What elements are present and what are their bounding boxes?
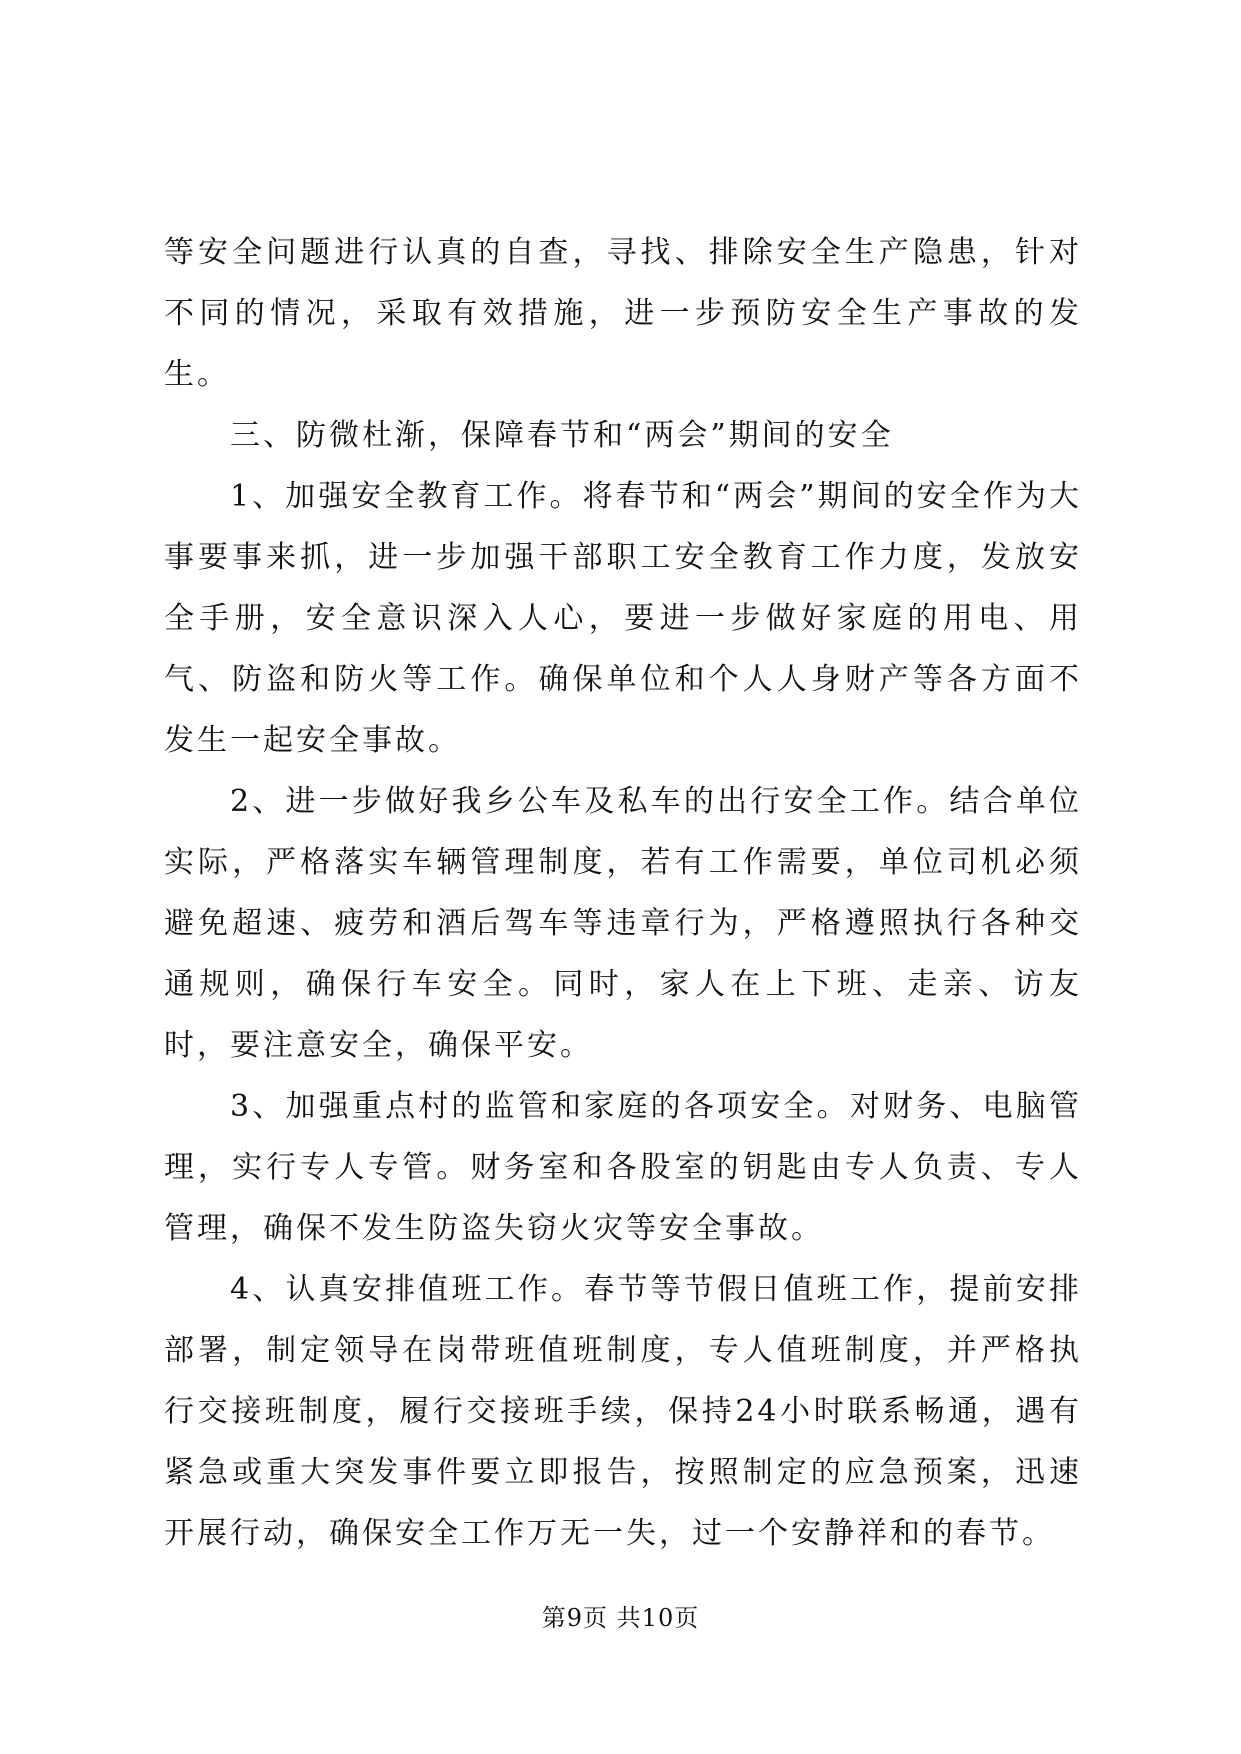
section-heading: 三、防微杜渐，保障春节和“两会”期间的安全	[230, 418, 894, 453]
document-body	[164, 222, 1082, 1564]
paragraph-item-2: 2、进一步做好我乡公车及私车的出行安全工作。结合单位实际，严格落实车辆管理制度，若有工作需要，单位司机必须避免超速、疲劳和酒后驾车等违章行为，严格遵照执行各种交通规则，确保行车安全。同时，家人在上下班、走亲、访友时，要注意安全，确保平安。	[164, 784, 1082, 1063]
page-number-footer: 第9页 共10页	[541, 1604, 700, 1632]
paragraph-item-4: 4、认真安排值班工作。春节等节假日值班工作，提前安排部署，制定领导在岗带班值班制度，专人值班制度，并严格执行交接班制度，履行交接班手续，保持24小时联系畅通，遇有紧急或重大突发事件要立即报告，按照制定的应急预案，迅速开展行动，确保安全工作万无一失，过一个安静祥和的春节。	[164, 1272, 1082, 1551]
paragraph-item-3: 3、加强重点村的监管和家庭的各项安全。对财务、电脑管理，实行专人专管。财务室和各股室的钥匙由专人负责、专人管理，确保不发生防盗失窃火灾等安全事故。	[164, 1089, 1082, 1246]
paragraph-continuation: 等安全问题进行认真的自查，寻找、排除安全生产隐患，针对不同的情况，采取有效措施，进一步预防安全生产事故的发生。	[164, 235, 1082, 392]
paragraph-item-1: 1、加强安全教育工作。将春节和“两会”期间的安全作为大事要事来抓，进一步加强干部职工安全教育工作力度，发放安全手册，安全意识深入人心，要进一步做好家庭的用电、用气、防盗和防火等工作。确保单位和个人人身财产等各方面不发生一起安全事故。	[164, 479, 1082, 758]
